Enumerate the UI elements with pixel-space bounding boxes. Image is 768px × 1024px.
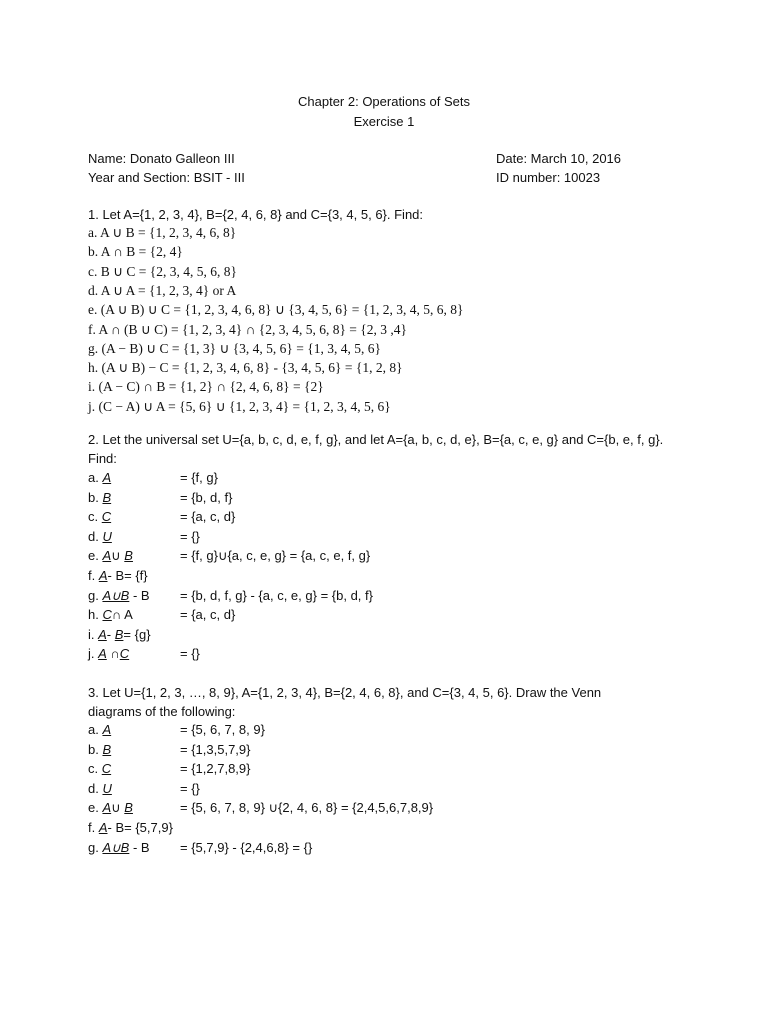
q3-item-u: A∪B: [102, 839, 130, 855]
q2-answer-item: [88, 548, 133, 564]
q1-answer-item: j. (C − A) ∪ A = {5, 6} ∪ {1, 2, 3, 4} = {1, 2, 3, 4, 5, 6}: [88, 398, 391, 414]
q2-answer-item: [88, 607, 133, 622]
q3-item-post: - B= {5,7,9}: [107, 820, 173, 835]
q2-prompt-find: Find:: [88, 451, 117, 466]
chapter-title: Chapter 2: Operations of Sets: [298, 94, 470, 109]
q2-item-post: - B: [129, 587, 150, 603]
q1-answer-item: c. B ∪ C = {2, 3, 4, 5, 6, 8}: [88, 263, 237, 279]
q2-item-post: = {g}: [123, 626, 151, 642]
q2-item-pre: c.: [88, 509, 102, 525]
q3-answer-item: [88, 820, 173, 835]
q2-answer-item: [88, 470, 111, 485]
q3-answer-value: = {1,2,7,8,9}: [180, 761, 251, 777]
q2-answer-value: = {f, g}: [180, 470, 218, 485]
q2-item-u: A: [98, 568, 108, 583]
q1-prompt: 1. Let A={1, 2, 3, 4}, B={2, 4, 6, 8} and C={3, 4, 5, 6}. Find:: [88, 207, 424, 222]
q1-answer-item: h. (A ∪ B) − C = {1, 2, 3, 4, 6, 8} - {3, 4, 5, 6} = {1, 2, 8}: [88, 360, 403, 376]
q2-answer-value: = {}: [180, 646, 200, 662]
q2-answer-value: = {}: [180, 528, 200, 544]
q3-item-u: A: [102, 722, 112, 737]
q2-answer-item: [88, 490, 111, 505]
q2-answer-value: = {f, g}∪{a, c, e, g} = {a, c, e, f, g}: [180, 548, 371, 564]
id-number: ID number: 10023: [496, 170, 601, 185]
q3-answer-item: [88, 840, 150, 856]
q2-item-u: C: [101, 509, 112, 525]
q3-item-u: U: [102, 780, 112, 796]
date: Date: March 10, 2016: [496, 151, 622, 166]
q2-item-mid: -: [106, 626, 115, 642]
q3-item-u: C: [101, 761, 112, 777]
q1-answer-item: i. (A − C) ∩ B = {1, 2} ∩ {2, 4, 6, 8} = {2}: [88, 379, 324, 395]
q2-item-u: A: [98, 626, 107, 642]
q2-item-u: B: [102, 489, 112, 505]
q3-answer-value: = {5, 6, 7, 8, 9} ∪{2, 4, 6, 8} = {2,4,5,6,7,8,9}: [180, 800, 434, 816]
q2-answer-item: [88, 509, 111, 524]
q2-item-mid: ∪: [111, 548, 125, 564]
q2-answer-value: = {b, d, f, g} - {a, c, e, g} = {b, d, f}: [180, 587, 373, 603]
q2-item-pre: g.: [88, 587, 103, 603]
q2-item-post: - B= {f}: [107, 568, 148, 583]
q3-item-pre: f.: [88, 820, 99, 835]
q2-item-u: C: [102, 607, 112, 623]
q3-item-pre: e.: [88, 800, 103, 816]
q2-item-u2: B: [114, 626, 124, 642]
q3-item-u2: B: [124, 800, 133, 816]
q2-item-u: A: [102, 548, 112, 564]
exercise-title: Exercise 1: [353, 114, 415, 129]
q3-item-mid: ∪: [111, 800, 125, 816]
q3-item-pre: c.: [88, 761, 102, 777]
q2-item-pre: d.: [88, 528, 103, 544]
q2-answer-item: [88, 529, 112, 544]
q3-answer-item: [88, 742, 111, 757]
q3-answer-value: = {}: [180, 780, 200, 796]
q3-answer-item: [88, 781, 112, 796]
q2-answer-item: [88, 568, 148, 583]
q3-item-pre: g.: [88, 839, 103, 855]
q2-answer-item: [88, 627, 151, 642]
q2-item-pre: j.: [88, 646, 99, 662]
q1-answer-item: e. (A ∪ B) ∪ C = {1, 2, 3, 4, 6, 8} ∪ {3, 4, 5, 6} = {1, 2, 3, 4, 5, 6, 8}: [88, 302, 464, 318]
q3-item-u: A: [102, 800, 112, 816]
q3-item-u: A: [98, 820, 108, 835]
q2-answer-value: = {a, c, d}: [180, 607, 236, 623]
q1-answer-item: b. A ∩ B = {2, 4}: [88, 244, 183, 260]
q2-answer-value: = {a, c, d}: [180, 509, 236, 525]
q2-answer-value: = {b, d, f}: [180, 489, 233, 505]
q2-item-mid: ∩ A: [111, 607, 133, 623]
q3-answer-value: = {1,3,5,7,9}: [180, 741, 251, 757]
q3-answer-item: [88, 761, 111, 776]
q2-item-u: U: [102, 528, 112, 544]
q2-item-pre: e.: [88, 548, 103, 564]
q1-answer-item: f. A ∩ (B ∪ C) = {1, 2, 3, 4} ∩ {2, 3, 4, 5, 6, 8} = {2, 3 ,4}: [88, 321, 407, 337]
q3-answer-item: [88, 800, 133, 816]
q2-item-pre: f.: [88, 568, 99, 583]
q3-item-post: - B: [129, 839, 150, 855]
q2-item-u2: B: [124, 548, 133, 564]
q3-prompt-venn: diagrams of the following:: [88, 704, 236, 719]
q3-item-u: B: [102, 741, 112, 757]
q2-item-u: A: [98, 646, 107, 662]
q3-item-pre: b.: [88, 741, 103, 757]
q3-item-pre: a.: [88, 722, 103, 737]
q2-item-u2: C: [119, 646, 130, 662]
q3-answer-value: = {5, 6, 7, 8, 9}: [180, 722, 265, 737]
q1-answer-item: g. (A − B) ∪ C = {1, 3} ∪ {3, 4, 5, 6} = {1, 3, 4, 5, 6}: [88, 340, 381, 356]
q3-item-pre: d.: [88, 780, 103, 796]
q2-item-mid: ∩: [106, 646, 120, 662]
student-name: Name: Donato Galleon III: [88, 151, 235, 166]
q3-answer-item: [88, 722, 111, 737]
q1-answer-item: a. A ∪ B = {1, 2, 3, 4, 6, 8}: [88, 225, 237, 240]
q3-answer-value: = {5,7,9} - {2,4,6,8} = {}: [180, 839, 313, 855]
q2-item-pre: h.: [88, 607, 103, 623]
q2-item-u: A: [102, 470, 112, 485]
q2-prompt: 2. Let the universal set U={a, b, c, d, e, f, g}, and let A={a, b, c, d, e}, B={a, c, e, g} and C={b, e, f, g}.: [88, 432, 664, 447]
q2-answer-item: [88, 588, 150, 604]
q2-answer-item: [88, 646, 129, 661]
q1-answer-item: d. A ∪ A = {1, 2, 3, 4} or A: [88, 282, 237, 298]
q2-item-pre: b.: [88, 489, 103, 505]
q2-item-pre: i.: [88, 626, 99, 642]
q3-prompt: 3. Let U={1, 2, 3, …, 8, 9}, A={1, 2, 3, 4}, B={2, 4, 6, 8}, and C={3, 4, 5, 6}. Draw the Venn: [88, 685, 602, 700]
year-section: Year and Section: BSIT - III: [88, 170, 245, 185]
q2-item-pre: a.: [88, 470, 103, 485]
q2-item-u: A∪B: [102, 587, 130, 603]
